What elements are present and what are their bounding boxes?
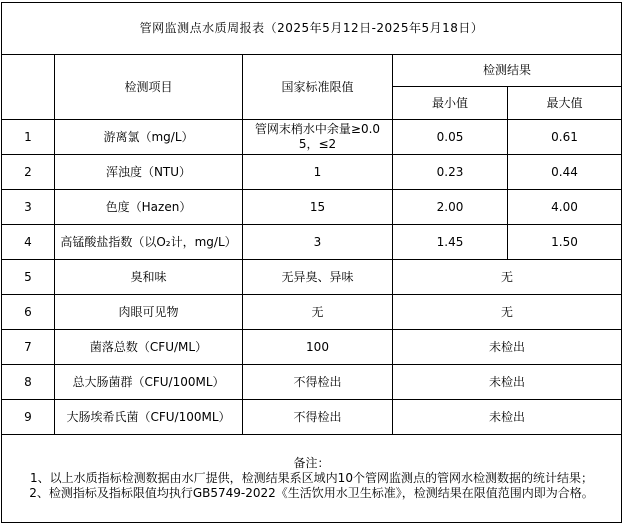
result-min: 1.45 bbox=[393, 225, 508, 260]
row-number: 3 bbox=[2, 190, 55, 225]
result-min: 0.05 bbox=[393, 120, 508, 155]
standard-limit: 100 bbox=[243, 330, 393, 365]
table-row bbox=[2, 155, 622, 190]
table-row bbox=[2, 120, 622, 155]
item-name: 总大肠菌群（CFU/100ML） bbox=[55, 365, 243, 400]
standard-limit: 无异臭、异味 bbox=[243, 260, 393, 295]
header-item: 检测项目 bbox=[55, 55, 243, 120]
corner-cell bbox=[2, 55, 55, 120]
row-number: 8 bbox=[2, 365, 55, 400]
notes-row bbox=[2, 435, 622, 523]
table-body bbox=[2, 120, 622, 435]
item-name: 臭和味 bbox=[55, 260, 243, 295]
row-number: 4 bbox=[2, 225, 55, 260]
item-name: 肉眼可见物 bbox=[55, 295, 243, 330]
result-value: 无 bbox=[393, 260, 622, 295]
header-standard-limit: 国家标准限值 bbox=[243, 55, 393, 120]
table-row bbox=[2, 190, 622, 225]
result-value: 未检出 bbox=[393, 400, 622, 435]
standard-limit: 不得检出 bbox=[243, 400, 393, 435]
row-number: 6 bbox=[2, 295, 55, 330]
report-table bbox=[1, 2, 622, 523]
result-max: 1.50 bbox=[508, 225, 622, 260]
item-name: 高锰酸盐指数（以O₂计，mg/L） bbox=[55, 225, 243, 260]
table-row bbox=[2, 330, 622, 365]
item-name: 游离氯（mg/L） bbox=[55, 120, 243, 155]
result-max: 4.00 bbox=[508, 190, 622, 225]
result-value: 无 bbox=[393, 295, 622, 330]
result-max: 0.44 bbox=[508, 155, 622, 190]
table-row bbox=[2, 400, 622, 435]
row-number: 7 bbox=[2, 330, 55, 365]
table-row bbox=[2, 225, 622, 260]
table-row bbox=[2, 295, 622, 330]
row-number: 5 bbox=[2, 260, 55, 295]
table-header bbox=[2, 3, 622, 120]
standard-limit: 无 bbox=[243, 295, 393, 330]
header-max-value: 最大值 bbox=[508, 87, 622, 120]
standard-limit: 不得检出 bbox=[243, 365, 393, 400]
header-result: 检测结果 bbox=[393, 55, 622, 87]
row-number: 9 bbox=[2, 400, 55, 435]
item-name: 色度（Hazen） bbox=[55, 190, 243, 225]
notes-title: 备注： bbox=[293, 456, 330, 470]
report-title: 管网监测点水质周报表（2025年5月12日-2025年5月18日） bbox=[2, 3, 622, 55]
table-row bbox=[2, 260, 622, 295]
header-row-top bbox=[2, 55, 622, 87]
header-min-value: 最小值 bbox=[393, 87, 508, 120]
result-value: 未检出 bbox=[393, 330, 622, 365]
table-footer bbox=[2, 435, 622, 523]
notes-cell bbox=[2, 435, 622, 523]
standard-limit: 15 bbox=[243, 190, 393, 225]
result-min: 0.23 bbox=[393, 155, 508, 190]
table-row bbox=[2, 365, 622, 400]
item-name: 大肠埃希氏菌（CFU/100ML） bbox=[55, 400, 243, 435]
note-line-2: 2、检测指标及指标限值均执行GB5749-2022《生活饮用水卫生标准》，检测结果在限值范围内即为合格。 bbox=[29, 486, 594, 500]
standard-limit: 1 bbox=[243, 155, 393, 190]
item-name: 菌落总数（CFU/ML） bbox=[55, 330, 243, 365]
result-value: 未检出 bbox=[393, 365, 622, 400]
standard-limit: 3 bbox=[243, 225, 393, 260]
standard-limit: 管网末梢水中余量≥0.05，≤2 bbox=[243, 120, 393, 155]
note-line-1: 1、以上水质指标检测数据由水厂提供，检测结果系区域内10个管网监测点的管网水检测数据的统计结果； bbox=[30, 471, 593, 485]
row-number: 2 bbox=[2, 155, 55, 190]
result-min: 2.00 bbox=[393, 190, 508, 225]
row-number: 1 bbox=[2, 120, 55, 155]
item-name: 浑浊度（NTU） bbox=[55, 155, 243, 190]
result-max: 0.61 bbox=[508, 120, 622, 155]
title-row bbox=[2, 3, 622, 55]
